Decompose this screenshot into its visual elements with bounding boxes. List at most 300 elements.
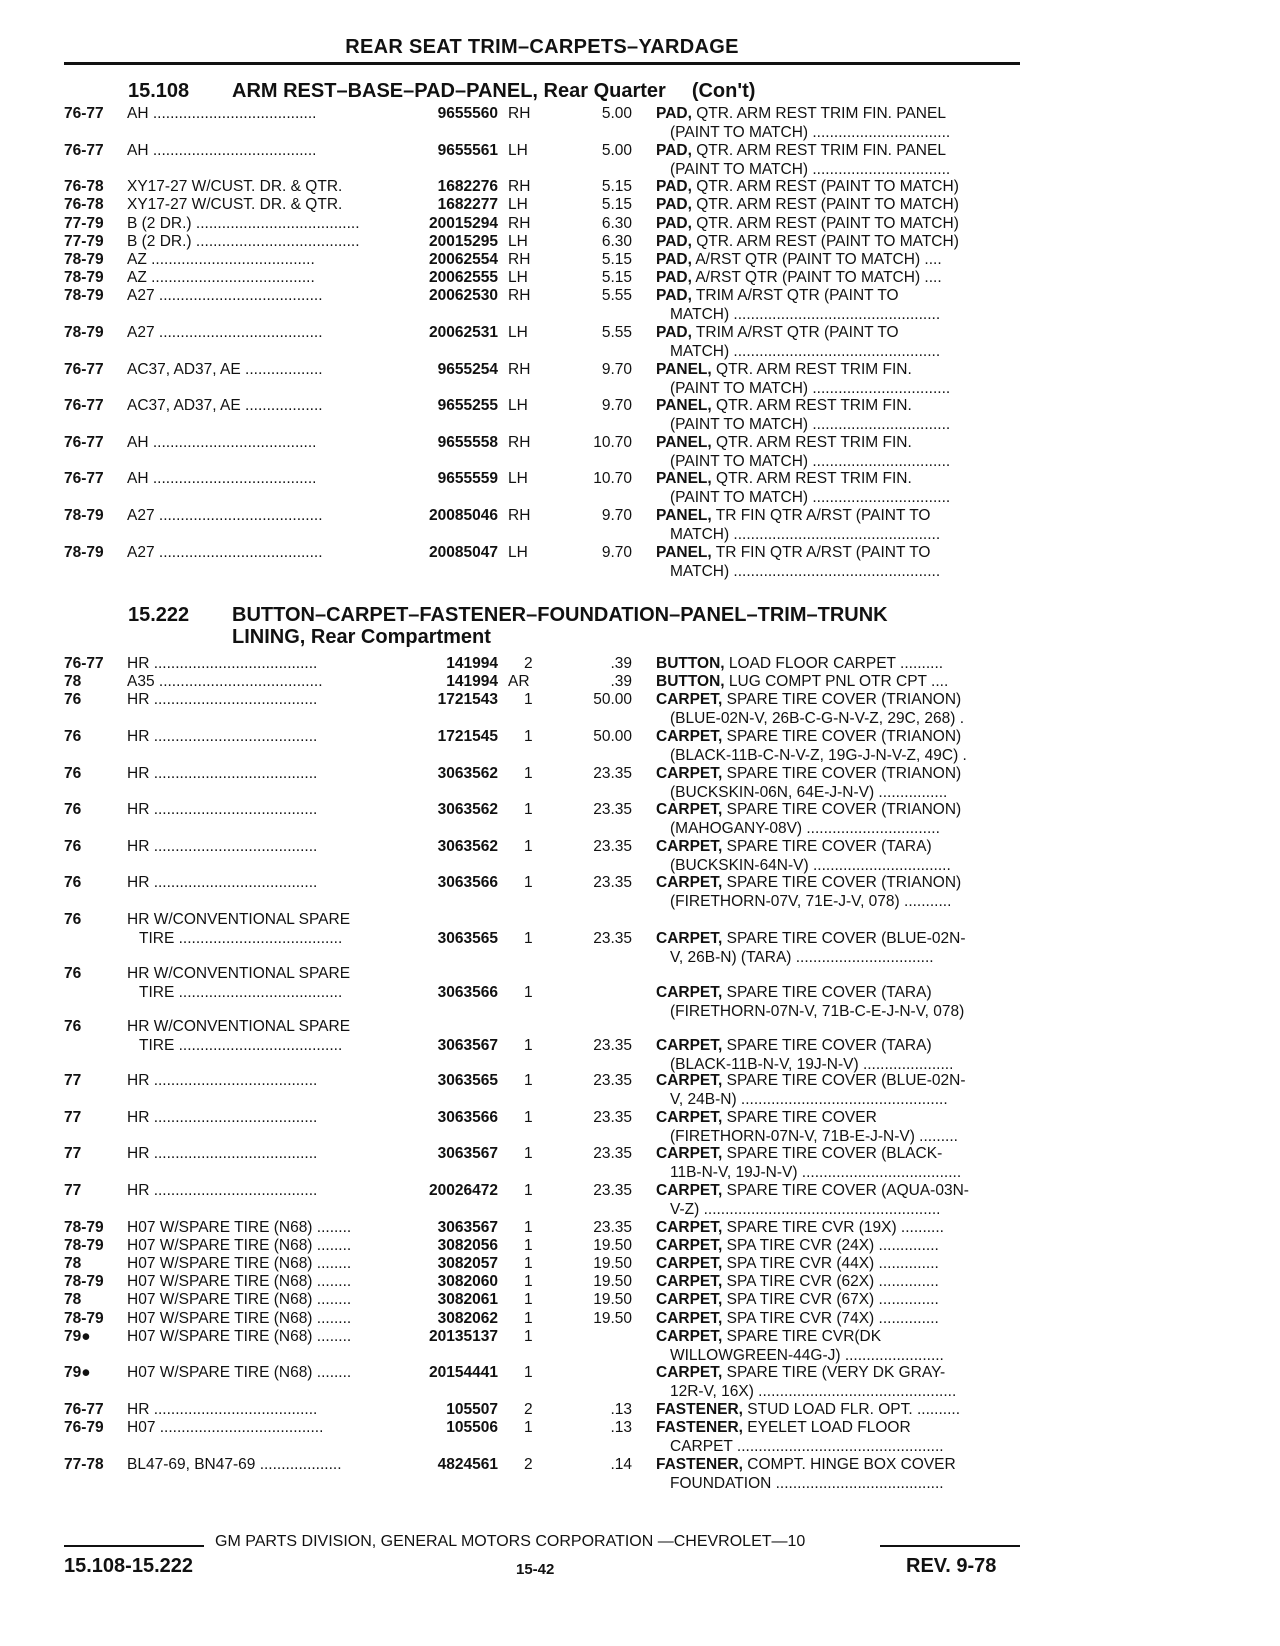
quantity: RH: [508, 433, 531, 451]
footer-page-number: 15-42: [516, 1561, 555, 1578]
description-text: SPARE TIRE COVER (TARA): [722, 837, 932, 855]
description: [656, 1108, 1020, 1146]
description-keyword: PANEL,: [656, 360, 712, 378]
model-year: 76: [64, 728, 82, 745]
quantity: RH: [508, 105, 531, 122]
list-price: 6.30: [601, 214, 632, 232]
list-price: 5.00: [601, 105, 632, 122]
model-year: 79●: [64, 1364, 91, 1382]
part-number: 1682277: [437, 196, 498, 214]
quantity: 1: [524, 1419, 533, 1437]
list-price: 5.00: [601, 141, 632, 159]
part-number: 1721543: [437, 691, 498, 709]
part-number: 9655254: [437, 360, 498, 378]
description-text: QTR. ARM REST (PAINT TO MATCH): [691, 196, 959, 214]
model-year: 78-79: [64, 1273, 104, 1291]
quantity: RH: [508, 178, 531, 196]
section-name: BUTTON–CARPET–FASTENER–FOUNDATION–PANEL–TRIM–TRUNK: [232, 604, 888, 626]
model-application: HR ......................................: [127, 874, 318, 892]
description-text: QTR. ARM REST TRIM FIN.: [711, 470, 912, 488]
list-price: 9.70: [601, 397, 632, 415]
part-number: 3063565: [437, 930, 498, 947]
description-text: STUD LOAD FLR. OPT. ..........: [742, 1400, 961, 1418]
description-line: [656, 104, 1020, 123]
description: [656, 195, 1020, 214]
part-number: 3063566: [437, 1108, 498, 1126]
description-text: QTR. ARM REST TRIM FIN. PANEL: [691, 141, 946, 159]
description: [656, 1071, 1020, 1109]
part-number: 3082060: [437, 1273, 498, 1291]
quantity: 1: [524, 1254, 533, 1272]
part-number: 3082061: [437, 1291, 498, 1309]
model-application: H07 W/SPARE TIRE (N68) ........: [127, 1364, 352, 1382]
description-text: COMPT. HINGE BOX COVER: [742, 1455, 956, 1473]
description-text: TRIM A/RST QTR (PAINT TO: [691, 324, 899, 341]
description-line: [656, 1327, 1020, 1346]
part-number: 9655561: [437, 141, 498, 159]
model-application: AH ......................................: [127, 470, 317, 488]
list-price: 50.00: [593, 691, 632, 709]
description-text: SPARE TIRE COVER (TARA): [722, 1037, 932, 1055]
page-title: REAR SEAT TRIM–CARPETS–YARDAGE: [345, 36, 739, 58]
description-keyword: PANEL,: [656, 433, 712, 451]
part-number: 3063562: [437, 837, 498, 855]
quantity: LH: [508, 141, 528, 159]
description-line: [656, 1181, 1020, 1200]
description-keyword: CARPET,: [656, 691, 723, 709]
description: [656, 1218, 1020, 1237]
description-line: [656, 800, 1020, 819]
model-application-cont: TIRE ......................................: [139, 983, 343, 1001]
part-number: 1682276: [437, 178, 498, 196]
list-price: 19.50: [593, 1236, 632, 1254]
model-application: XY17-27 W/CUST. DR. & QTR.: [127, 178, 343, 196]
part-number: 20015295: [429, 232, 498, 250]
description-keyword: BUTTON,: [656, 673, 725, 691]
description-line: [656, 1236, 1020, 1255]
model-application: AH ......................................: [127, 105, 317, 122]
description-line2: (BLACK-11B-C-N-V-Z, 19G-J-N-V-Z, 49C) .: [670, 747, 967, 764]
description-line: [656, 396, 1020, 415]
model-year: 76-77: [64, 470, 104, 488]
description-line2: (PAINT TO MATCH) ................................: [670, 379, 951, 397]
footer-rule-left: [64, 1545, 204, 1547]
list-price: 5.15: [601, 269, 632, 287]
model-year: 76-77: [64, 1400, 104, 1418]
description-text: SPA TIRE CVR (44X) ..............: [722, 1254, 939, 1272]
model-application: A27 ......................................: [127, 287, 323, 305]
description: [656, 983, 1020, 1021]
description-line2: (FIRETHORN-07N-V, 71B-E-J-N-V) .........: [670, 1127, 958, 1145]
list-price: 23.35: [593, 1218, 632, 1236]
model-year: 78-79: [64, 543, 104, 561]
part-number: 20085047: [429, 543, 498, 561]
model-year: 78-79: [64, 1309, 104, 1327]
description-keyword: PANEL,: [656, 470, 712, 488]
description-text: QTR. ARM REST TRIM FIN.: [711, 397, 912, 415]
description-keyword: PANEL,: [656, 397, 712, 415]
description-line: [656, 929, 1020, 948]
description-text: TR FIN QTR A/RST (PAINT TO: [711, 543, 931, 561]
description-text: SPARE TIRE COVER (TRIANON): [722, 728, 962, 745]
description-line: [656, 873, 1020, 892]
description-keyword: CARPET,: [656, 874, 723, 892]
model-year: 76-79: [64, 1419, 104, 1437]
model-year: 77: [64, 1072, 82, 1090]
part-number: 3082056: [437, 1236, 498, 1254]
description-text: LOAD FLOOR CARPET ..........: [724, 655, 944, 672]
description: [656, 1236, 1020, 1255]
section-continued: (Con't): [691, 80, 756, 102]
footer-revision: REV. 9-78: [906, 1555, 997, 1577]
quantity: 2: [524, 1455, 533, 1473]
description-text: A/RST QTR (PAINT TO MATCH) ....: [691, 269, 942, 287]
description-line: [656, 837, 1020, 856]
description-keyword: PANEL,: [656, 507, 712, 524]
part-number: 20062554: [429, 251, 498, 268]
model-year: 77: [64, 1145, 82, 1163]
quantity: 1: [524, 1218, 533, 1236]
model-application: B (2 DR.) ......................................: [127, 214, 360, 232]
part-number: 20135137: [429, 1327, 498, 1345]
description-keyword: CARPET,: [656, 1218, 723, 1236]
description-text: SPARE TIRE (VERY DK GRAY-: [722, 1364, 946, 1382]
description-line2: (PAINT TO MATCH) ................................: [670, 124, 951, 141]
part-number: 3063567: [437, 1218, 498, 1236]
model-application: XY17-27 W/CUST. DR. & QTR.: [127, 196, 343, 214]
description-keyword: CARPET,: [656, 1309, 723, 1327]
description: [656, 1254, 1020, 1273]
model-application: H07 ......................................: [127, 1419, 324, 1437]
description-text: SPARE TIRE COVER (TRIANON): [722, 764, 962, 782]
description: [656, 214, 1020, 233]
model-application: A27 ......................................: [127, 543, 323, 561]
description: [656, 1418, 1020, 1456]
description-line: [656, 1108, 1020, 1127]
description-text: QTR. ARM REST (PAINT TO MATCH): [691, 232, 959, 250]
description-line: [656, 506, 1020, 525]
list-price: 23.35: [593, 837, 632, 855]
description-text: A/RST QTR (PAINT TO MATCH) ....: [691, 251, 942, 268]
model-year: 76-77: [64, 105, 104, 122]
model-application: H07 W/SPARE TIRE (N68) ........: [127, 1273, 352, 1291]
model-application: AH ......................................: [127, 141, 317, 159]
model-application: HR ......................................: [127, 837, 318, 855]
part-number: 20085046: [429, 507, 498, 524]
description-line: [656, 1218, 1020, 1237]
model-year: 76-77: [64, 141, 104, 159]
quantity: 1: [524, 874, 533, 892]
description-keyword: PAD,: [656, 232, 692, 250]
list-price: 19.50: [593, 1291, 632, 1309]
description-line2: MATCH) ................................................: [670, 343, 941, 360]
description: [656, 672, 1020, 691]
part-number: 1721545: [437, 728, 498, 745]
description-line: [656, 433, 1020, 452]
quantity: RH: [508, 214, 531, 232]
description-line: [656, 1400, 1020, 1419]
header-rule: [64, 62, 1020, 65]
list-price: .14: [610, 1455, 632, 1473]
description-keyword: CARPET,: [656, 837, 723, 855]
description-keyword: CARPET,: [656, 1291, 723, 1309]
part-number: 3063567: [437, 1037, 498, 1055]
description-keyword: PAD,: [656, 287, 692, 305]
quantity: 1: [524, 801, 533, 819]
list-price: 23.35: [593, 801, 632, 819]
description-line: [656, 177, 1020, 196]
list-price: 23.35: [593, 1108, 632, 1126]
description-line: [656, 1290, 1020, 1309]
description-line: [656, 654, 1020, 673]
description-text: SPARE TIRE COVER (TRIANON): [722, 801, 962, 819]
model-year: 78-79: [64, 287, 104, 305]
description-keyword: PAD,: [656, 178, 692, 196]
quantity: 1: [524, 983, 533, 1001]
quantity: 1: [524, 930, 533, 947]
description: [656, 104, 1020, 142]
description-line: [656, 286, 1020, 305]
part-number: 141994: [446, 655, 498, 672]
part-number: 20062555: [429, 269, 498, 287]
description-keyword: FASTENER,: [656, 1400, 743, 1418]
description-line2: WILLOWGREEN-44G-J) .......................: [670, 1346, 944, 1364]
list-price: 23.35: [593, 764, 632, 782]
model-application: H07 W/SPARE TIRE (N68) ........: [127, 1327, 352, 1345]
description-text: QTR. ARM REST (PAINT TO MATCH): [691, 178, 959, 196]
description-text: EYELET LOAD FLOOR: [742, 1419, 911, 1437]
description-line2: (BLACK-11B-N-V, 19J-N-V) .....................: [670, 1056, 954, 1074]
description-line: [656, 672, 1020, 691]
part-number: 20026472: [429, 1181, 498, 1199]
part-number: 4824561: [437, 1455, 498, 1473]
description: [656, 1455, 1020, 1493]
description-text: SPA TIRE CVR (62X) ..............: [722, 1273, 939, 1291]
quantity: RH: [508, 251, 531, 268]
quantity: LH: [508, 269, 528, 287]
description-text: SPARE TIRE COVER (TRIANON): [722, 691, 962, 709]
quantity: RH: [508, 360, 531, 378]
list-price: 10.70: [593, 470, 632, 488]
description: [656, 360, 1020, 398]
quantity: LH: [508, 470, 528, 488]
quantity: 1: [524, 1327, 533, 1345]
list-price: 23.35: [593, 1145, 632, 1163]
list-price: 23.35: [593, 1181, 632, 1199]
description-text: SPARE TIRE COVER (BLUE-02N-: [722, 1072, 966, 1090]
description-text: QTR. ARM REST TRIM FIN.: [711, 360, 912, 378]
list-price: 9.70: [601, 543, 632, 561]
description-line: [656, 469, 1020, 488]
description: [656, 1036, 1020, 1074]
model-application: H07 W/SPARE TIRE (N68) ........: [127, 1236, 352, 1254]
part-number: 3063566: [437, 983, 498, 1001]
part-number: 3063562: [437, 801, 498, 819]
description-text: QTR. ARM REST TRIM FIN.: [711, 433, 912, 451]
quantity: 1: [524, 1037, 533, 1055]
list-price: 19.50: [593, 1309, 632, 1327]
description: [656, 654, 1020, 673]
description: [656, 177, 1020, 196]
quantity: 2: [524, 655, 533, 672]
description-text: SPA TIRE CVR (74X) ..............: [722, 1309, 939, 1327]
model-year: 76: [64, 964, 82, 982]
quantity: 1: [524, 837, 533, 855]
description-text: SPARE TIRE CVR(DK: [722, 1327, 882, 1345]
model-application: A35 ......................................: [127, 673, 323, 691]
quantity: LH: [508, 196, 528, 214]
description: [656, 929, 1020, 967]
model-year: 76: [64, 1018, 82, 1036]
description: [656, 1290, 1020, 1309]
model-year: 77-78: [64, 1455, 104, 1473]
list-price: .13: [610, 1419, 632, 1437]
list-price: 23.35: [593, 930, 632, 947]
description-text: QTR. ARM REST TRIM FIN. PANEL: [691, 105, 946, 122]
model-year: 76-78: [64, 196, 104, 214]
description-line2: V-Z) .......................................................: [670, 1200, 941, 1218]
description-line: [656, 1254, 1020, 1273]
quantity: LH: [508, 232, 528, 250]
model-year: 78-79: [64, 251, 104, 268]
description-keyword: CARPET,: [656, 1145, 723, 1163]
description-line: [656, 141, 1020, 160]
part-number: 9655559: [437, 470, 498, 488]
section-name: ARM REST–BASE–PAD–PANEL, Rear Quarter: [232, 80, 666, 102]
description-keyword: CARPET,: [656, 1364, 723, 1382]
description-text: SPARE TIRE COVER (TRIANON): [722, 874, 962, 892]
section-number: 15.222: [128, 604, 190, 626]
description-text: TR FIN QTR A/RST (PAINT TO: [711, 507, 931, 524]
description: [656, 469, 1020, 507]
model-year: 76: [64, 874, 82, 892]
description: [656, 250, 1020, 269]
model-year: 78-79: [64, 324, 104, 341]
model-year: 78-79: [64, 1218, 104, 1236]
description: [656, 232, 1020, 251]
part-number: 20154441: [429, 1364, 498, 1382]
model-year: 79●: [64, 1327, 91, 1345]
description-line: [656, 1418, 1020, 1437]
model-year: 77: [64, 1181, 82, 1199]
description: [656, 1144, 1020, 1182]
description-line2: (FIRETHORN-07N-V, 71B-C-E-J-N-V, 078): [670, 1002, 965, 1020]
part-number: 3063565: [437, 1072, 498, 1090]
description-text: QTR. ARM REST (PAINT TO MATCH): [691, 214, 959, 232]
part-number: 141994: [446, 673, 498, 691]
quantity: 1: [524, 1108, 533, 1126]
description: [656, 433, 1020, 471]
model-application: H07 W/SPARE TIRE (N68) ........: [127, 1254, 352, 1272]
description-text: SPARE TIRE COVER (BLUE-02N-: [722, 930, 966, 947]
model-application: HR ......................................: [127, 1072, 318, 1090]
model-application: HR W/CONVENTIONAL SPARE: [127, 1018, 351, 1036]
model-application: HR ......................................: [127, 655, 318, 672]
description-keyword: CARPET,: [656, 728, 723, 745]
description-line2: (MAHOGANY-08V) ...............................: [670, 820, 940, 838]
description-keyword: CARPET,: [656, 983, 723, 1001]
description-line: [656, 1455, 1020, 1474]
description-keyword: PAD,: [656, 196, 692, 214]
part-number: 9655558: [437, 433, 498, 451]
model-year: 76-77: [64, 397, 104, 415]
list-price: 5.15: [601, 251, 632, 268]
part-number: 20015294: [429, 214, 498, 232]
section-number: 15.108: [128, 80, 190, 102]
model-year: 76-77: [64, 433, 104, 451]
description-line: [656, 764, 1020, 783]
quantity: 2: [524, 1400, 533, 1418]
model-year: 78-79: [64, 269, 104, 287]
description-line2: MATCH) ................................................: [670, 306, 941, 324]
description-line2: (BLUE-02N-V, 26B-C-G-N-V-Z, 29C, 268) .: [670, 710, 965, 728]
quantity: 1: [524, 1291, 533, 1309]
footer-publisher: GM PARTS DIVISION, GENERAL MOTORS CORPORATION —CHEVROLET—10: [215, 1533, 806, 1550]
part-number: 3063567: [437, 1145, 498, 1163]
description-text: LUG COMPT PNL OTR CPT ....: [724, 673, 949, 691]
model-application: AC37, AD37, AE ..................: [127, 397, 323, 415]
description-keyword: PAD,: [656, 324, 692, 341]
model-application: H07 W/SPARE TIRE (N68) ........: [127, 1309, 352, 1327]
description-line2: (FIRETHORN-07V, 71E-J-V, 078) ...........: [670, 893, 952, 911]
model-application: HR ......................................: [127, 1108, 318, 1126]
quantity: 1: [524, 728, 533, 745]
list-price: 5.15: [601, 196, 632, 214]
model-application: H07 W/SPARE TIRE (N68) ........: [127, 1291, 352, 1309]
description-text: SPARE TIRE COVER (BLACK-: [722, 1145, 943, 1163]
description-keyword: PAD,: [656, 214, 692, 232]
model-year: 76: [64, 837, 82, 855]
model-application: H07 W/SPARE TIRE (N68) ........: [127, 1218, 352, 1236]
description-line: [656, 323, 1020, 342]
description-keyword: CARPET,: [656, 764, 723, 782]
description-line: [656, 543, 1020, 562]
description-keyword: PAD,: [656, 141, 692, 159]
model-application: HR ......................................: [127, 1145, 318, 1163]
description: [656, 506, 1020, 544]
part-number: 105507: [446, 1400, 498, 1418]
description: [656, 764, 1020, 802]
model-application-cont: TIRE ......................................: [139, 1037, 343, 1055]
model-application: HR ......................................: [127, 1181, 318, 1199]
quantity: AR: [508, 673, 530, 691]
description: [656, 1181, 1020, 1219]
description-line: [656, 268, 1020, 287]
description: [656, 1363, 1020, 1401]
description: [656, 1400, 1020, 1419]
section-title: [128, 80, 755, 103]
list-price: .13: [610, 1400, 632, 1418]
footer-rule-right: [880, 1545, 1020, 1547]
model-application: AZ ......................................: [127, 269, 315, 287]
description-line2: V, 26B-N) (TARA) ................................: [670, 949, 934, 966]
part-number: 3063562: [437, 764, 498, 782]
description-line2: 11B-N-V, 19J-N-V) .....................................: [670, 1164, 962, 1182]
description-text: SPARE TIRE CVR (19X) ..........: [722, 1218, 944, 1236]
description-line: [656, 983, 1020, 1002]
part-number: 105506: [446, 1419, 498, 1437]
list-price: 5.15: [601, 178, 632, 196]
description-line: [656, 1309, 1020, 1328]
list-price: 9.70: [601, 507, 632, 524]
model-year: 76: [64, 801, 82, 819]
description-line2: (BUCKSKIN-64N-V) ................................: [670, 856, 951, 874]
description-keyword: CARPET,: [656, 1254, 723, 1272]
description: [656, 727, 1020, 765]
description-line2: (PAINT TO MATCH) ................................: [670, 416, 951, 434]
quantity: 1: [524, 764, 533, 782]
part-number: 9655255: [437, 397, 498, 415]
